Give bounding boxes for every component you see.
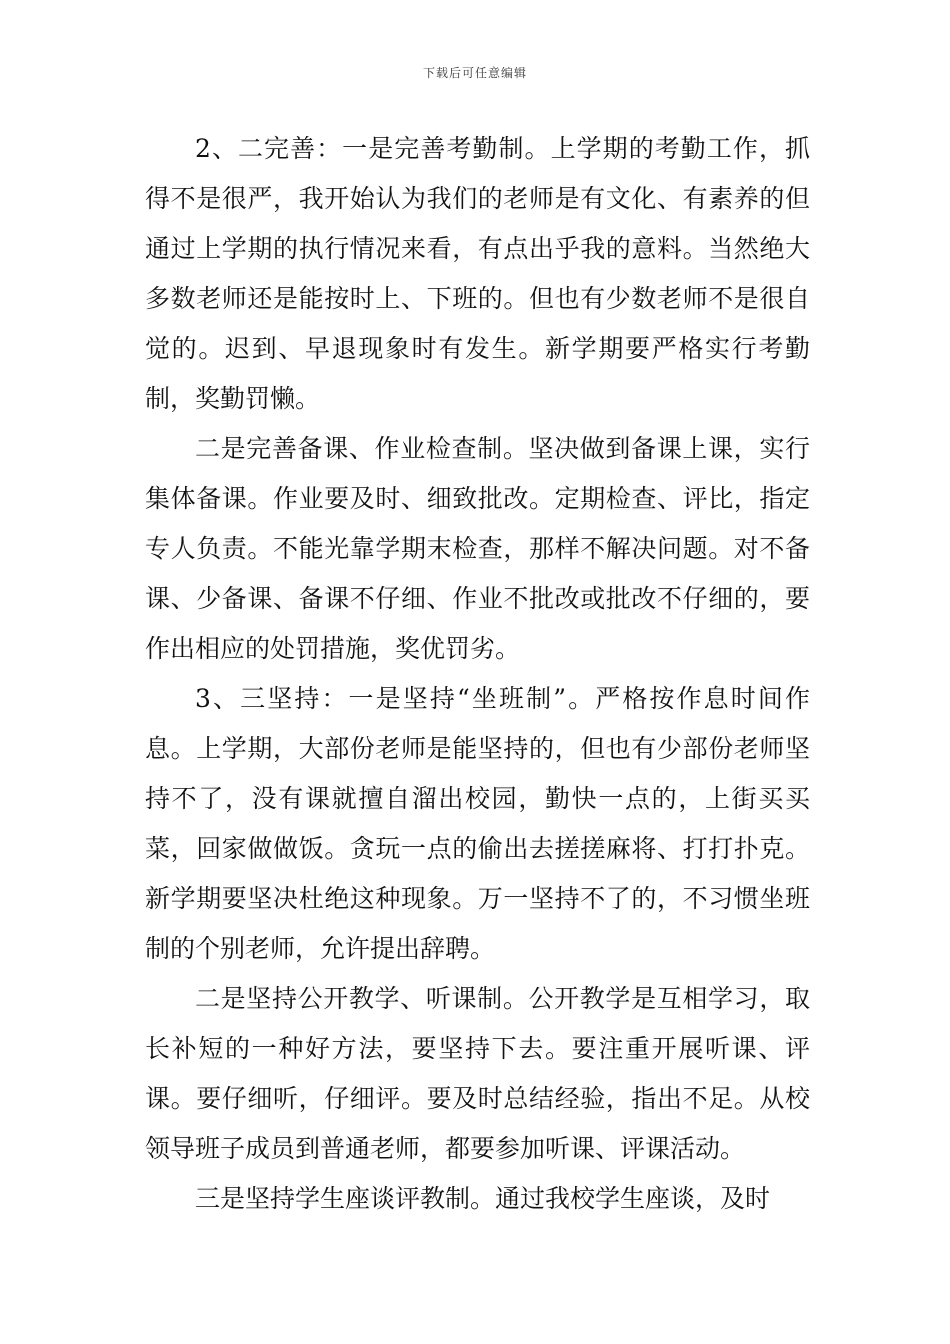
paragraph-attendance: 2、二完善：一是完善考勤制。上学期的考勤工作，抓得不是很严，我开始认为我们的老师是有文化、有素养的但通过上学期的执行情况来看，有点出乎我的意料。当然绝大多数老师还是能按时上、下班的。但也有少数老师不是很自觉的。迟到、早退现象时有发生。新学期要严格实行考勤制，奖勤罚懒。 bbox=[145, 134, 810, 413]
paragraph-office-hours: 3、三坚持：一是坚持“坐班制”。严格按作息时间作息。上学期，大部份老师是能坚持的，但也有少部份老师坚持不了，没有课就擅自溜出校园，勤快一点的，上街买买菜，回家做做饭。贪玩一点的偷出去搓搓麻将、打打扑克。新学期要坚决杜绝这种现象。万一坚持不了的，不习惯坐班制的个别老师，允许提出辞聘。 bbox=[145, 684, 810, 963]
paragraph-open-teaching: 二是坚持公开教学、听课制。公开教学是互相学习，取长补短的一种好方法，要坚持下去。要注重开展听课、评课。要仔细听，仔细评。要及时总结经验，指出不足。从校领导班子成员到普通老师，都要参加听课、评课活动。 bbox=[145, 984, 810, 1163]
paragraph-lesson-prep: 二是完善备课、作业检查制。坚决做到备课上课，实行集体备课。作业要及时、细致批改。定期检查、评比，指定专人负责。不能光靠学期末检查，那样不解决问题。对不备课、少备课、备课不仔细、作业不批改或批改不仔细的，要作出相应的处罚措施，奖优罚劣。 bbox=[145, 434, 810, 663]
paragraph-student-feedback: 三是坚持学生座谈评教制。通过我校学生座谈，及时 bbox=[195, 1184, 771, 1213]
page-header: 下载后可任意编辑 bbox=[422, 66, 527, 80]
document-body bbox=[145, 124, 810, 1224]
